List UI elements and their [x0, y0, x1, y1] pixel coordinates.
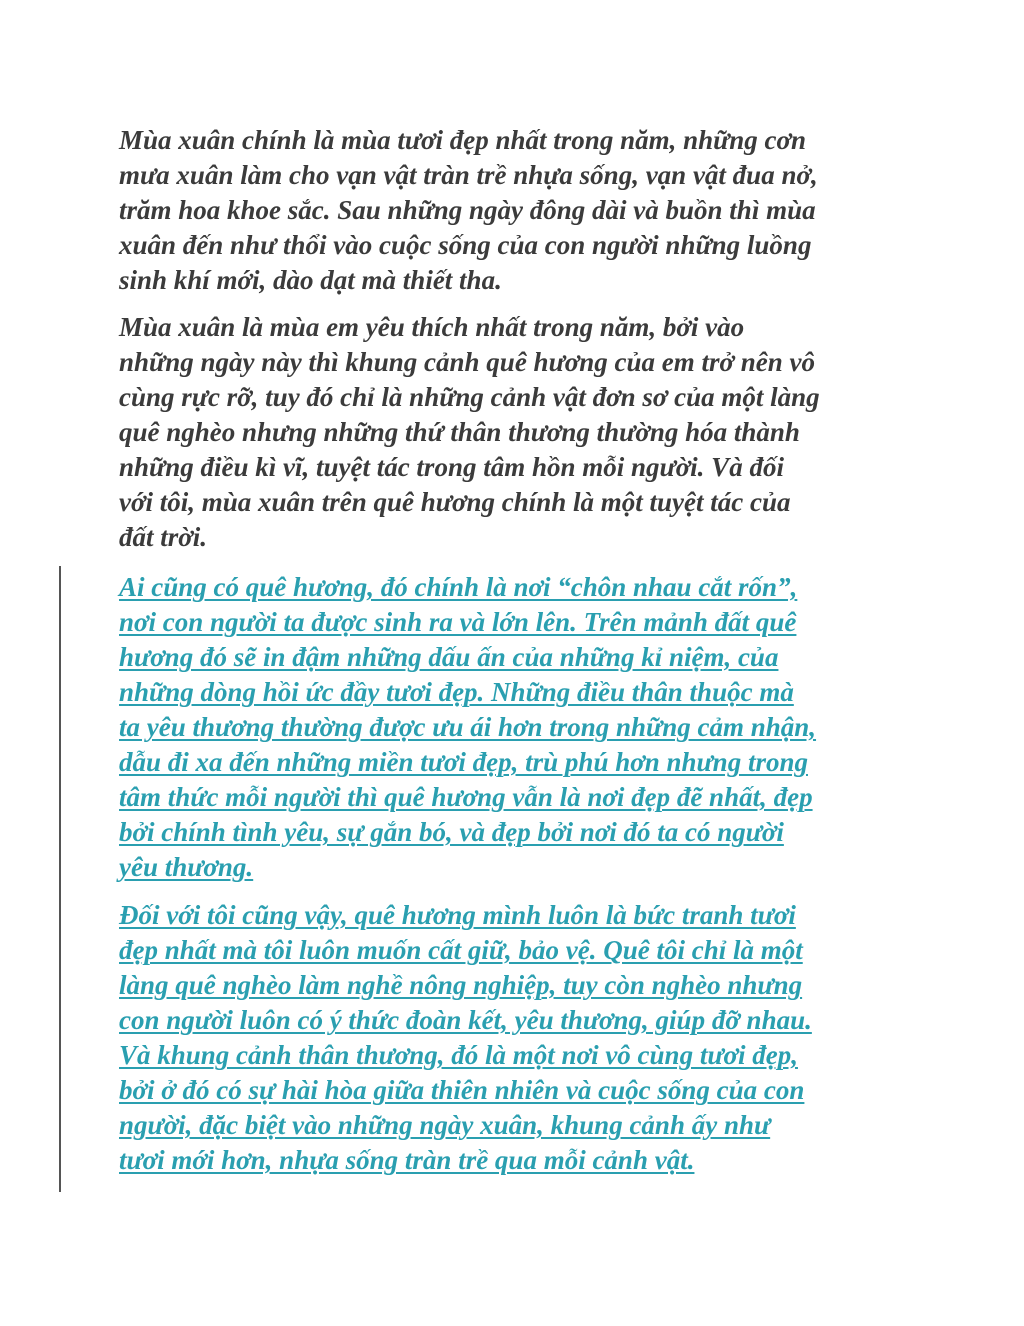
linked-paragraph-my-village[interactable] — [119, 898, 909, 1178]
text-line: cùng rực rỡ, tuy đó chỉ là những cảnh vật đơn sơ của một làng — [119, 382, 820, 412]
paragraph-favorite-season — [119, 310, 909, 555]
text-line: mưa xuân làm cho vạn vật tràn trề nhựa sống, vạn vật đua nở, — [119, 160, 818, 190]
link-text-line[interactable]: Đối với tôi cũng vậy, quê hương mình luôn là bức tranh tươi — [119, 900, 796, 930]
link-text-line[interactable]: con người luôn có ý thức đoàn kết, yêu thương, giúp đỡ nhau. — [119, 1005, 812, 1035]
text-line: sinh khí mới, dào dạt mà thiết tha. — [119, 265, 502, 295]
link-text-line[interactable]: nơi con người ta được sinh ra và lớn lên. Trên mảnh đất quê — [119, 607, 797, 637]
text-line: Mùa xuân là mùa em yêu thích nhất trong năm, bởi vào — [119, 312, 745, 342]
link-text-line[interactable]: người, đặc biệt vào những ngày xuân, khung cảnh ấy như — [119, 1110, 771, 1140]
link-text-line[interactable]: Ai cũng có quê hương, đó chính là nơi “chôn nhau cắt rốn”, — [119, 572, 798, 602]
link-text-line[interactable]: tâm thức mỗi người thì quê hương vẫn là nơi đẹp đẽ nhất, đẹp — [119, 782, 813, 812]
text-line: đất trời. — [119, 522, 208, 552]
paragraph-spring-intro — [119, 123, 909, 298]
text-line: những ngày này thì khung cảnh quê hương của em trở nên vô — [119, 347, 815, 377]
linked-paragraph-homeland[interactable] — [119, 570, 909, 885]
text-line: xuân đến như thổi vào cuộc sống của con người những luồng — [119, 230, 812, 260]
text-line: Mùa xuân chính là mùa tươi đẹp nhất trong năm, những cơn — [119, 125, 807, 155]
revision-margin-bar — [59, 566, 61, 1192]
text-line: quê nghèo nhưng những thứ thân thương thường hóa thành — [119, 417, 800, 447]
link-text-line[interactable]: bởi ở đó có sự hài hòa giữa thiên nhiên và cuộc sống của con — [119, 1075, 805, 1105]
text-line: những điều kì vĩ, tuyệt tác trong tâm hồn mỗi người. Và đối — [119, 452, 784, 482]
text-line: trăm hoa khoe sắc. Sau những ngày đông dài và buồn thì mùa — [119, 195, 816, 225]
link-text-line[interactable]: đẹp nhất mà tôi luôn muốn cất giữ, bảo vệ. Quê tôi chỉ là một — [119, 935, 803, 965]
link-text-line[interactable]: tươi mới hơn, nhựa sống tràn trề qua mỗi cảnh vật. — [119, 1145, 695, 1175]
link-text-line[interactable]: yêu thương. — [119, 852, 254, 882]
link-text-line[interactable]: dẫu đi xa đến những miền tươi đẹp, trù phú hơn nhưng trong — [119, 747, 808, 777]
text-line: với tôi, mùa xuân trên quê hương chính là một tuyệt tác của — [119, 487, 791, 517]
link-text-line[interactable]: những dòng hồi ức đầy tươi đẹp. Những điều thân thuộc mà — [119, 677, 794, 707]
link-text-line[interactable]: ta yêu thương thường được ưu ái hơn trong những cảm nhận, — [119, 712, 817, 742]
link-text-line[interactable]: hương đó sẽ in đậm những dấu ấn của những kỉ niệm, của — [119, 642, 779, 672]
link-text-line[interactable]: bởi chính tình yêu, sự gắn bó, và đẹp bởi nơi đó ta có người — [119, 817, 784, 847]
link-text-line[interactable]: Và khung cảnh thân thương, đó là một nơi vô cùng tươi đẹp, — [119, 1040, 798, 1070]
link-text-line[interactable]: làng quê nghèo làm nghề nông nghiệp, tuy còn nghèo nhưng — [119, 970, 803, 1000]
